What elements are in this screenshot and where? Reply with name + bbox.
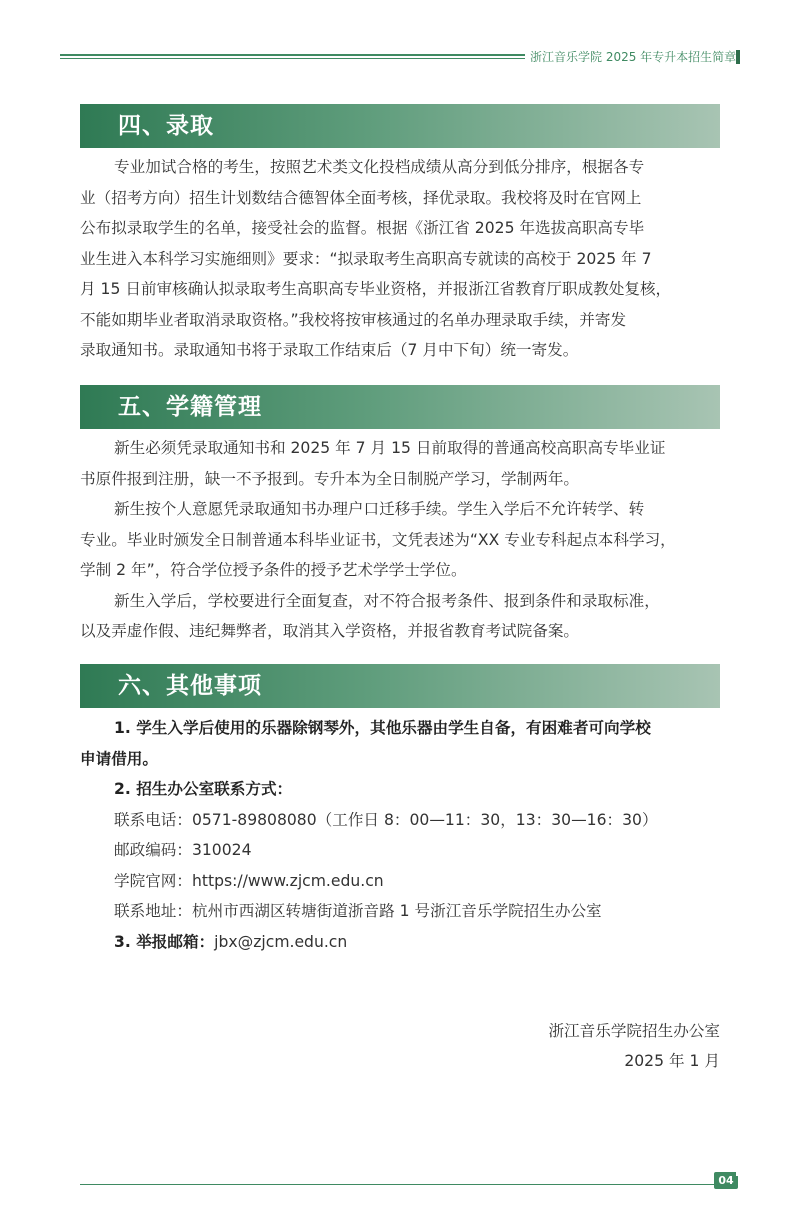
signature-date: 2025 年 1 月 <box>624 1052 720 1070</box>
contact-phone: 联系电话：0571-89808080（工作日 8：00—11：30，13：30—16：30） <box>114 810 658 829</box>
running-title: 浙江音乐学院 2025 年专升本招生简章 <box>530 50 737 64</box>
header-marker <box>736 50 740 64</box>
section-bar-admission <box>80 104 720 148</box>
paragraph-line: 专业。毕业时颁发全日制普通本科毕业证书，文凭表述为“XX 专业专科起点本科学习， <box>80 530 676 549</box>
report-email-row <box>80 927 720 958</box>
contact-heading: 2. 招生办公室联系方式： <box>114 780 293 798</box>
paragraph-line: 录取通知书。录取通知书将于录取工作结束后（7 月中下旬）统一寄发。 <box>80 341 579 359</box>
report-email-value[interactable]: jbx@zjcm.edu.cn <box>214 932 348 951</box>
paragraph-line: 不能如期毕业者取消录取资格。”我校将按审核通过的名单办理录取手续，并寄发 <box>80 310 627 329</box>
section-body-other <box>80 713 720 957</box>
contact-website <box>80 866 720 897</box>
section-title: 四、录取 <box>118 112 214 139</box>
section-title: 六、其他事项 <box>118 672 262 699</box>
paragraph-line: 业生进入本科学习实施细则》要求：“拟录取考生高职高专就读的高校于 2025 年 7 <box>80 249 652 268</box>
header-rule-thin <box>60 58 525 59</box>
section-title: 五、学籍管理 <box>118 393 262 420</box>
page-number: 04 <box>714 1172 738 1189</box>
section-body-registry <box>80 433 720 647</box>
paragraph-line: 新生入学后，学校要进行全面复查，对不符合报考条件、报到条件和录取标准， <box>114 591 660 610</box>
page-tab-notch <box>736 1172 740 1176</box>
paragraph-line: 以及弄虚作假、违纪舞弊者，取消其入学资格，并报省教育考试院备案。 <box>80 622 580 640</box>
paragraph-line: 专业加试合格的考生，按照艺术类文化投档成绩从高分到低分排序，根据各专 <box>114 158 645 176</box>
contact-postcode: 邮政编码：310024 <box>114 841 252 859</box>
paragraph-line: 书原件报到注册，缺一不予报到。专升本为全日制脱产学习，学制两年。 <box>80 469 580 488</box>
contact-address: 联系地址：杭州市西湖区转塘街道浙音路 1 号浙江音乐学院招生办公室 <box>114 902 602 920</box>
section-body-admission <box>80 152 720 366</box>
header-rule <box>60 54 525 56</box>
paragraph-line: 公布拟录取学生的名单，接受社会的监督。根据《浙江省 2025 年选拔高职高专毕 <box>80 219 645 237</box>
paragraph-line: 学制 2 年”，符合学位授予条件的授予艺术学学士学位。 <box>80 561 467 579</box>
report-email-label: 3. 举报邮箱： <box>114 932 215 951</box>
section-bar-other <box>80 664 720 708</box>
signature-org: 浙江音乐学院招生办公室 <box>548 1022 720 1040</box>
paragraph-line: 新生按个人意愿凭录取通知书办理户口迁移手续。学生入学后不允许转学、转 <box>114 500 645 518</box>
section-bar-registry <box>80 385 720 429</box>
paragraph-line: 新生必须凭录取通知书和 2025 年 7 月 15 日前取得的普通高校高职高专毕业证 <box>114 439 666 457</box>
paragraph-line: 业（招考方向）招生计划数结合德智体全面考核，择优录取。我校将及时在官网上 <box>80 188 642 207</box>
footer-rule <box>80 1184 714 1185</box>
notice-item-1: 1. 学生入学后使用的乐器除钢琴外，其他乐器由学生自备，有困难者可向学校 <box>114 719 651 737</box>
paragraph-line: 月 15 日前审核确认拟录取考生高职高专毕业资格，并报浙江省教育厅职成教处复核， <box>80 280 672 298</box>
notice-item-1-cont: 申请借用。 <box>80 749 158 768</box>
website-text[interactable]: 学院官网：https://www.zjcm.edu.cn <box>114 871 384 890</box>
